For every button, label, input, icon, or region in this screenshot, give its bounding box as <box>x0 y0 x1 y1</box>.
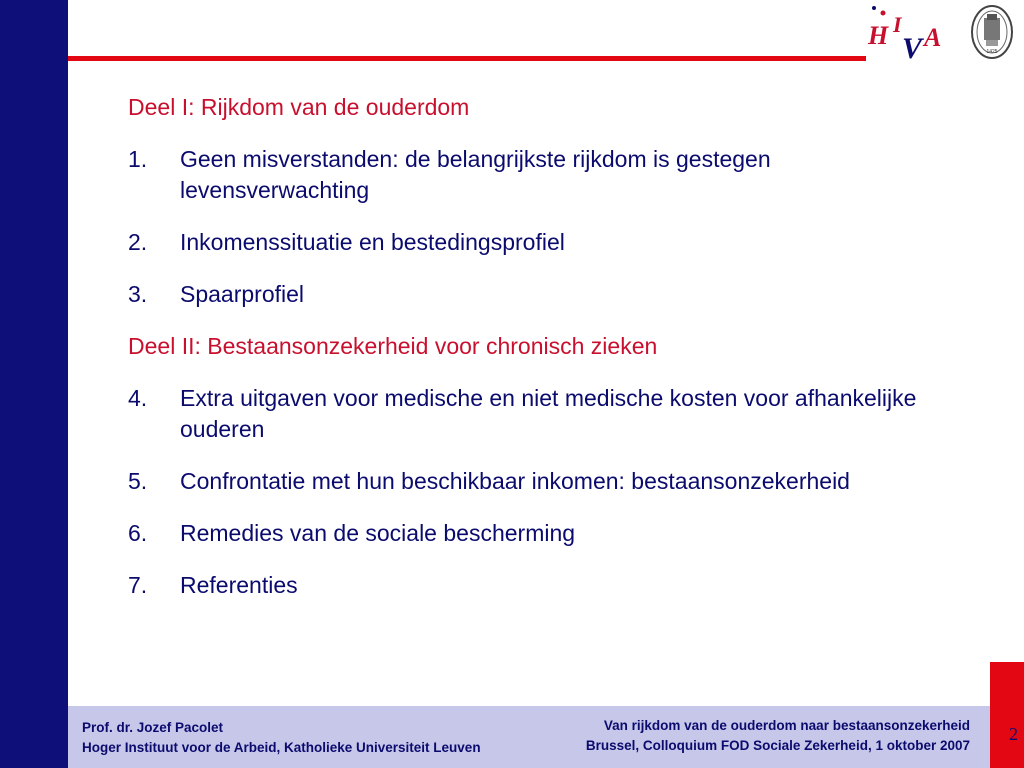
footer-author: Prof. dr. Jozef Pacolet <box>82 720 224 735</box>
item-text: Confrontatie met hun beschikbaar inkomen: bestaansonzekerheid <box>180 468 850 494</box>
list-item <box>128 466 958 497</box>
left-navy-bar <box>0 0 68 768</box>
list-item <box>128 518 958 549</box>
university-seal-logo <box>970 4 1014 60</box>
list-item <box>128 144 958 206</box>
item-number: 5. <box>128 468 148 494</box>
item-number: 6. <box>128 520 148 546</box>
svg-text:1425: 1425 <box>986 49 998 55</box>
top-red-rule <box>68 56 866 61</box>
list-item <box>128 227 958 258</box>
list-item <box>128 570 958 601</box>
item-number: 4. <box>128 385 148 411</box>
item-number: 3. <box>128 281 148 307</box>
footer-author-block <box>82 718 481 758</box>
section-2-title: Deel II: Bestaansonzekerheid voor chronisch zieken <box>128 333 658 359</box>
svg-text:I: I <box>893 12 902 37</box>
svg-text:V: V <box>902 32 923 65</box>
svg-text:A: A <box>924 23 942 52</box>
list-item <box>128 383 958 445</box>
item-number: 7. <box>128 572 148 598</box>
footer-talk-block <box>586 716 970 756</box>
page-number: 2 <box>1009 724 1018 744</box>
item-text: Geen misverstanden: de belangrijkste rijkdom is gestegen levensverwachting <box>180 146 771 203</box>
item-text: Inkomenssituatie en bestedingsprofiel <box>180 229 565 255</box>
section-1-title: Deel I: Rijkdom van de ouderdom <box>128 94 470 120</box>
page-number-box <box>990 662 1024 768</box>
footer-event: Brussel, Colloquium FOD Sociale Zekerheid, 1 oktober 2007 <box>585 738 970 753</box>
item-text: Referenties <box>180 572 298 598</box>
footer-institute: Hoger Instituut voor de Arbeid, Katholieke Universiteit Leuven <box>82 740 481 755</box>
list-item <box>128 279 958 310</box>
svg-text:H: H <box>868 21 889 50</box>
item-number: 1. <box>128 146 148 172</box>
item-text: Extra uitgaven voor medische en niet medische kosten voor afhankelijke ouderen <box>180 385 917 442</box>
hiva-logo <box>862 2 962 66</box>
footer-band <box>68 706 990 768</box>
item-text: Spaarprofiel <box>180 281 305 307</box>
agenda-content <box>128 92 958 622</box>
item-text: Remedies van de sociale bescherming <box>180 520 576 546</box>
item-number: 2. <box>128 229 148 255</box>
footer-talk-title: Van rijkdom van de ouderdom naar bestaansonzekerheid <box>603 718 970 733</box>
